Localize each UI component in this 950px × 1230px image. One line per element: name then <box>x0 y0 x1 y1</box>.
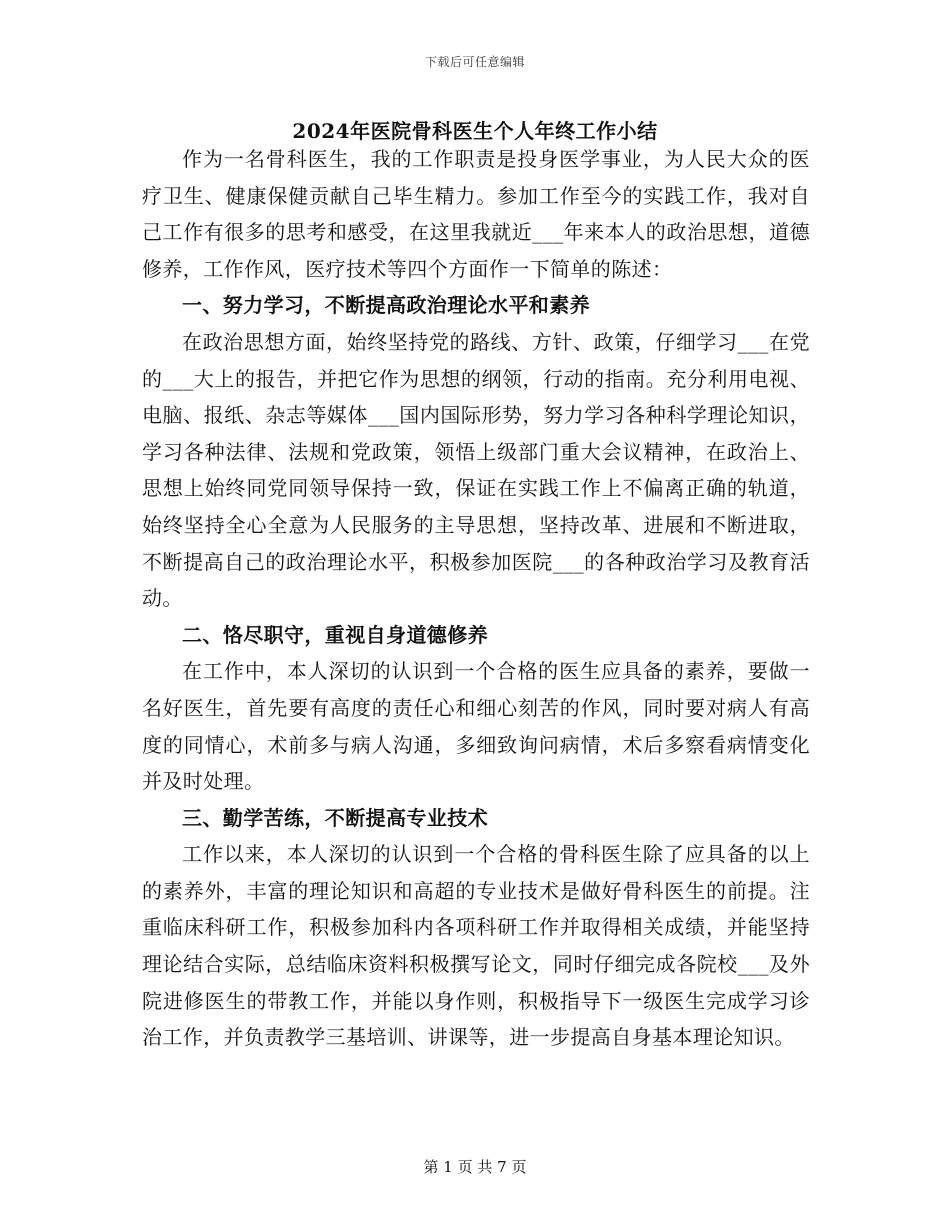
section-heading-2: 二、恪尽职守，重视自身道德修养 <box>182 622 488 647</box>
document-title: 2024年医院骨科医生个人年终工作小结 <box>292 119 658 143</box>
section-paragraph-3: 工作以来，本人深切的认识到一个合格的骨科医生除了应具备的以上的素养外，丰富的理论知识和高超的专业技术是做好骨科医生的前提。注重临床科研工作，积极参加科内各项科研工作并取得相关成绩，并能坚持理论结合实际，总结临床资料积极撰写论文，同时仔细完成各院校___及外院进修医生的带教工作，并能以身作则，积极指导下一级医生完成学习诊治工作，并负责教学三基培训、讲课等，进一步提高自身基本理论知识。 <box>142 842 810 1050</box>
document-body <box>142 141 810 1056</box>
section-heading-3: 三、勤学苦练，不断提高专业技术 <box>182 805 488 830</box>
section-paragraph-1: 在政治思想方面，始终坚持党的路线、方针、政策，仔细学习___在党的___大上的报告，并把它作为思想的纲领，行动的指南。充分利用电视、电脑、报纸、杂志等媒体___国内国际形势，努力学习各种科学理论知识，学习各种法律、法规和党政策，领悟上级部门重大会议精神，在政治上、思想上始终同党同领导保持一致，保证在实践工作上不偏离正确的轨道，始终坚持全心全意为人民服务的主导思想，坚持改革、进展和不断进取，不断提高自己的政治理论水平，积极参加医院___的各种政治学习及教育活动。 <box>142 329 810 611</box>
section-heading-1: 一、努力学习，不断提高政治理论水平和素养 <box>182 293 590 318</box>
header-note: 下载后可任意编辑 <box>424 55 525 69</box>
section-paragraph-2: 在工作中，本人深切的认识到一个合格的医生应具备的素养，要做一名好医生，首先要有高度的责任心和细心刻苦的作风，同时要对病人有高度的同情心，术前多与病人沟通，多细致询问病情，术后多察看病情变化并及时处理。 <box>142 659 810 794</box>
page-footer: 第 1 页 共 7 页 <box>423 1158 527 1176</box>
intro-paragraph: 作为一名骨科医生，我的工作职责是投身医学事业，为人民大众的医疗卫生、健康保健贡献自己毕生精力。参加工作至今的实践工作，我对自己工作有很多的思考和感受，在这里我就近___年来本人的政治思想，道德修养，工作作风，医疗技术等四个方面作一下简单的陈述： <box>142 147 810 281</box>
